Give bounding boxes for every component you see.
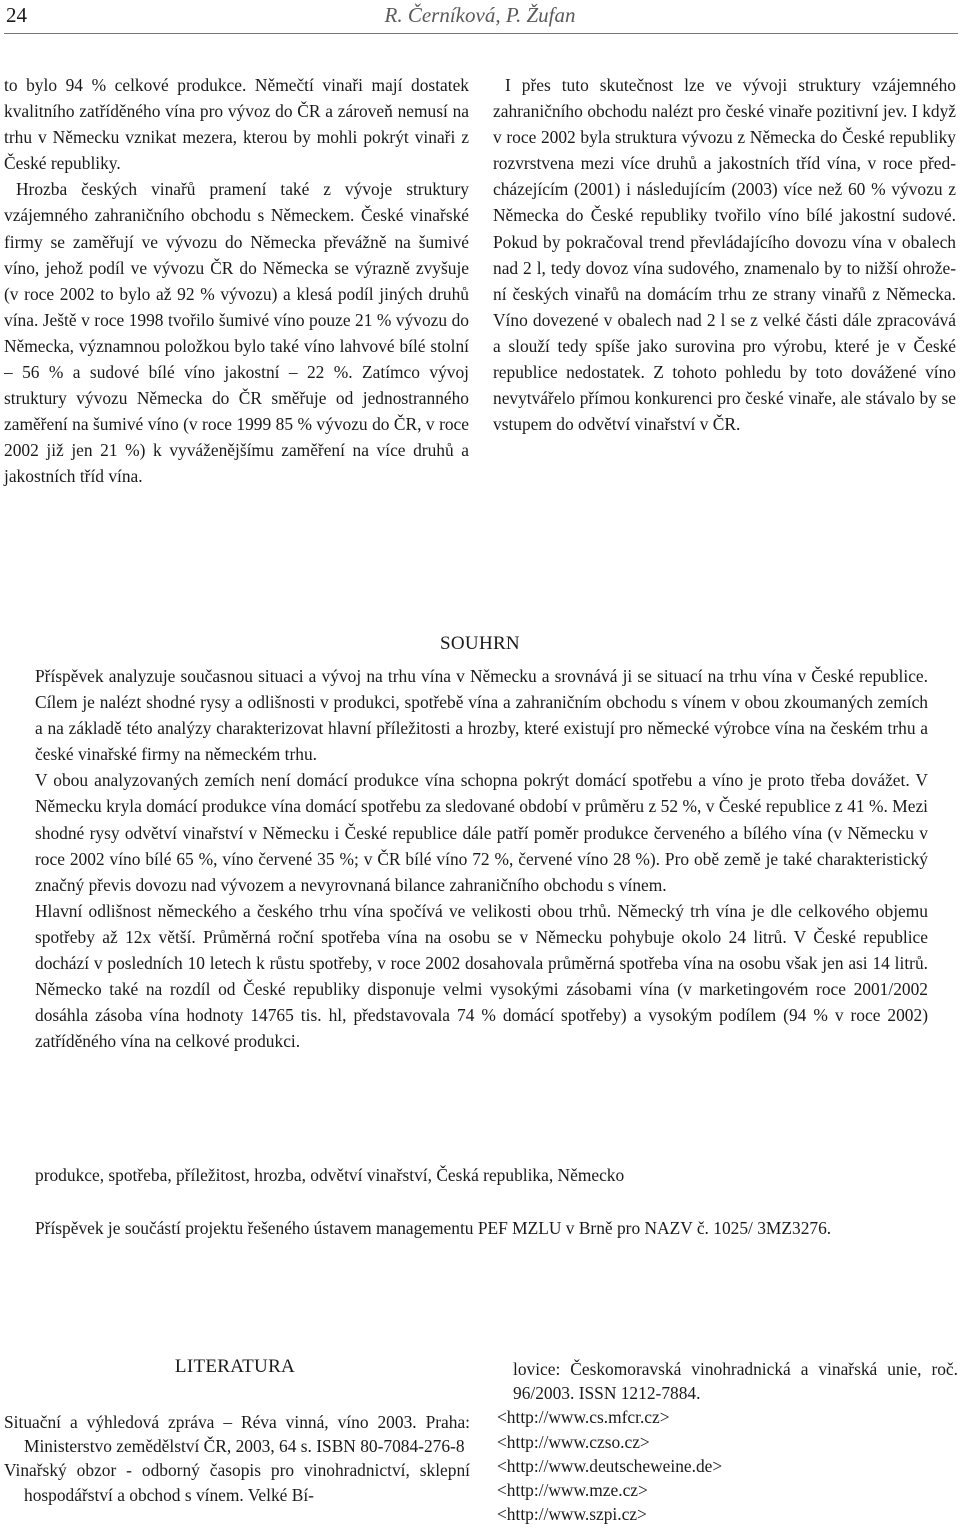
page-header (0, 0, 960, 34)
reference-url: <http://www.czso.cz> (497, 1431, 650, 1452)
abstract-paragraph-1: Příspěvek analyzuje současnou situaci a vývoj na trhu vína v Německu a srovnává ji se situací na trhu vína v České republice. Cílem je nalézt shodné rysy a odlišnosti v produkci, spotřebě vína a zahraničním obchodu s vínem v obou zkoumaných zemích a na základě této analýzy charakterizovat hlavní příležitosti a hrozby, které existují pro německé výrobce vína na českém trhu a české vinařské firmy na německém trhu. (35, 666, 928, 765)
left-paragraph-1: to bylo 94 % celkové produkce. Němečtí vinaři mají dostatek kvalitního zatříděného vína pro vývoz do ČR a zároveň nemusí na trhu v Německu vznikat mezera, kterou by mohli pokrýt vinaři z České republiky. (4, 75, 469, 174)
reference-2-continued: lovice: Českomoravská vinohradnická a vinařská unie, roč. 96/2003. ISSN 1212-7884. (513, 1359, 958, 1404)
right-column (493, 72, 956, 437)
running-head-authors: R. Černíková, P. Žufan (384, 3, 576, 27)
abstract-paragraph-3: Hlavní odlišnost německého a českého trhu vína spočívá ve velikosti obou trhů. Německý trh vína je dle celkového objemu spotřeby až 12x větší. Průměrná roční spotřeba vína na osobu se v Německu pohybuje okolo 24 litrů. V České republice dochází v posledních 10 letech k růstu spotřeby, v roce 2002 dosahovala průměrná spotřeba vína na osobu však jen asi 14 litrů. Německo také na rozdíl od České republiky disponuje velmi vysokými zásobami vína (v marketingovém roce 2001/2002 dosáhla zásoba vína hodnoty 14765 tis. hl, představovala 74 % domácí spotřeby) a vysokým podílem (94 % v roce 2002) zatříděného vína na celkové produkci. (35, 900, 928, 1052)
reference-url: <http://www.szpi.cz> (497, 1504, 647, 1525)
page-number: 24 (6, 3, 27, 27)
literature-heading: LITERATURA (174, 1356, 296, 1377)
right-paragraph-1: I přes tuto skutečnost lze ve vývoji struktury vzájemného zahraničního obchodu nalézt pro české vinaře pozitivní jev. I když v roce 2002 byla struktura vývozu z Německa do České republiky rozvrstvena mezi více druhů a jakostních tříd vína, v roce předcházejícím (2001) i následujícím (2003) více než 60 % vývozu z Německa do České republiky tvořilo víno bílé jakostní sudové. Pokud by pokračoval trend převládajícího dovozu vína v obalech nad 2 l, tedy dovoz vína sudového, znamenalo by to nižší ohrožení českých vinařů na domácím trhu ze strany vinařů z Německa. Víno dovezené v obalech nad 2 l se z velké části dále zpracovává a slouží tedy spíše jako surovina pro výrobu, které je v České republice nedostatek. Z tohoto pohledu by toto dovážené víno nevytvářelo přímou konkurenci pro české vinaře, ale stávalo by se vstupem do odvětví vinařství v ČR. (493, 75, 956, 435)
reference-url: <http://www.deutscheweine.de> (497, 1455, 723, 1476)
reference-1: Situační a výhledová zpráva – Réva vinná, víno 2003. Praha: Ministerstvo zemědělství ČR, 2003, 64 s. ISBN 80-7084-276-8 (4, 1412, 470, 1457)
header-rule (4, 33, 958, 34)
references-right (493, 1357, 958, 1526)
abstract-heading: SOUHRN (440, 633, 520, 654)
left-paragraph-2: Hrozba českých vinařů pramení také z vývoje struktury vzájemného zahraničního obchodu s Německem. České vinařské firmy se zaměřují ve vývozu do Německa převážně na šumivé víno, jehož podíl ve vývozu ČR do Německa se výrazně zvyšuje (v roce 2002 to bylo až 92 % vývozu) a klesá podíl jiných druhů vína. Ještě v roce 1998 tvořilo šumivé víno pouze 21 % vývozu do Německa, významnou položkou bylo také víno lahvové bílé stolní – 56 % a sudové bílé víno jakostní – 22 %. Zatímco vývoj struktury vývozu Německa do ČR směřuje od jednostranného zaměření na šumivé víno (v roce 1999 85 % vývozu do ČR, v roce 2002 již jen 21 %) k vyváženějšímu zaměření na více druhů a jakostních tříd vína. (4, 179, 469, 487)
abstract-paragraph-2: V obou analyzovaných zemích není domácí produkce vína schopna pokrýt domácí spotřebu a víno je proto třeba dovážet. V Německu kryla domácí produkce vína domácí spotřebu za sledované období v průměru z 52 %, v České republice z 41 %. Mezi shodné rysy odvětví vinařství v Německu i České republice dále patří poměr produkce červeného a bílého vína (v Německu v roce 2002 víno bílé 65 %, víno červené 35 %; v ČR bílé víno 72 %, červené víno 28 %). Pro obě země je také charakteristický značný převis dovozu nad vývozem a nevyrovnaná bilance zahraničního obchodu s vínem. (35, 770, 928, 895)
references-left (4, 1410, 470, 1507)
reference-url: <http://www.mze.cz> (497, 1480, 648, 1501)
reference-2: Vinařský obzor - odborný časopis pro vinohradnictví, sklepní hospodářství a obchod s vínem. Velké Bí- (4, 1460, 470, 1505)
left-column (4, 72, 469, 490)
keywords: produkce, spotřeba, příležitost, hrozba, odvětví vinařství, Česká republika, Německo (35, 1165, 625, 1185)
reference-url: <http://www.cs.mfcr.cz> (497, 1407, 670, 1428)
acknowledgement: Příspěvek je součástí projektu řešeného ústavem managementu PEF MZLU v Brně pro NAZV č. 1025/ 3MZ3276. (35, 1218, 832, 1238)
abstract (35, 663, 928, 1054)
